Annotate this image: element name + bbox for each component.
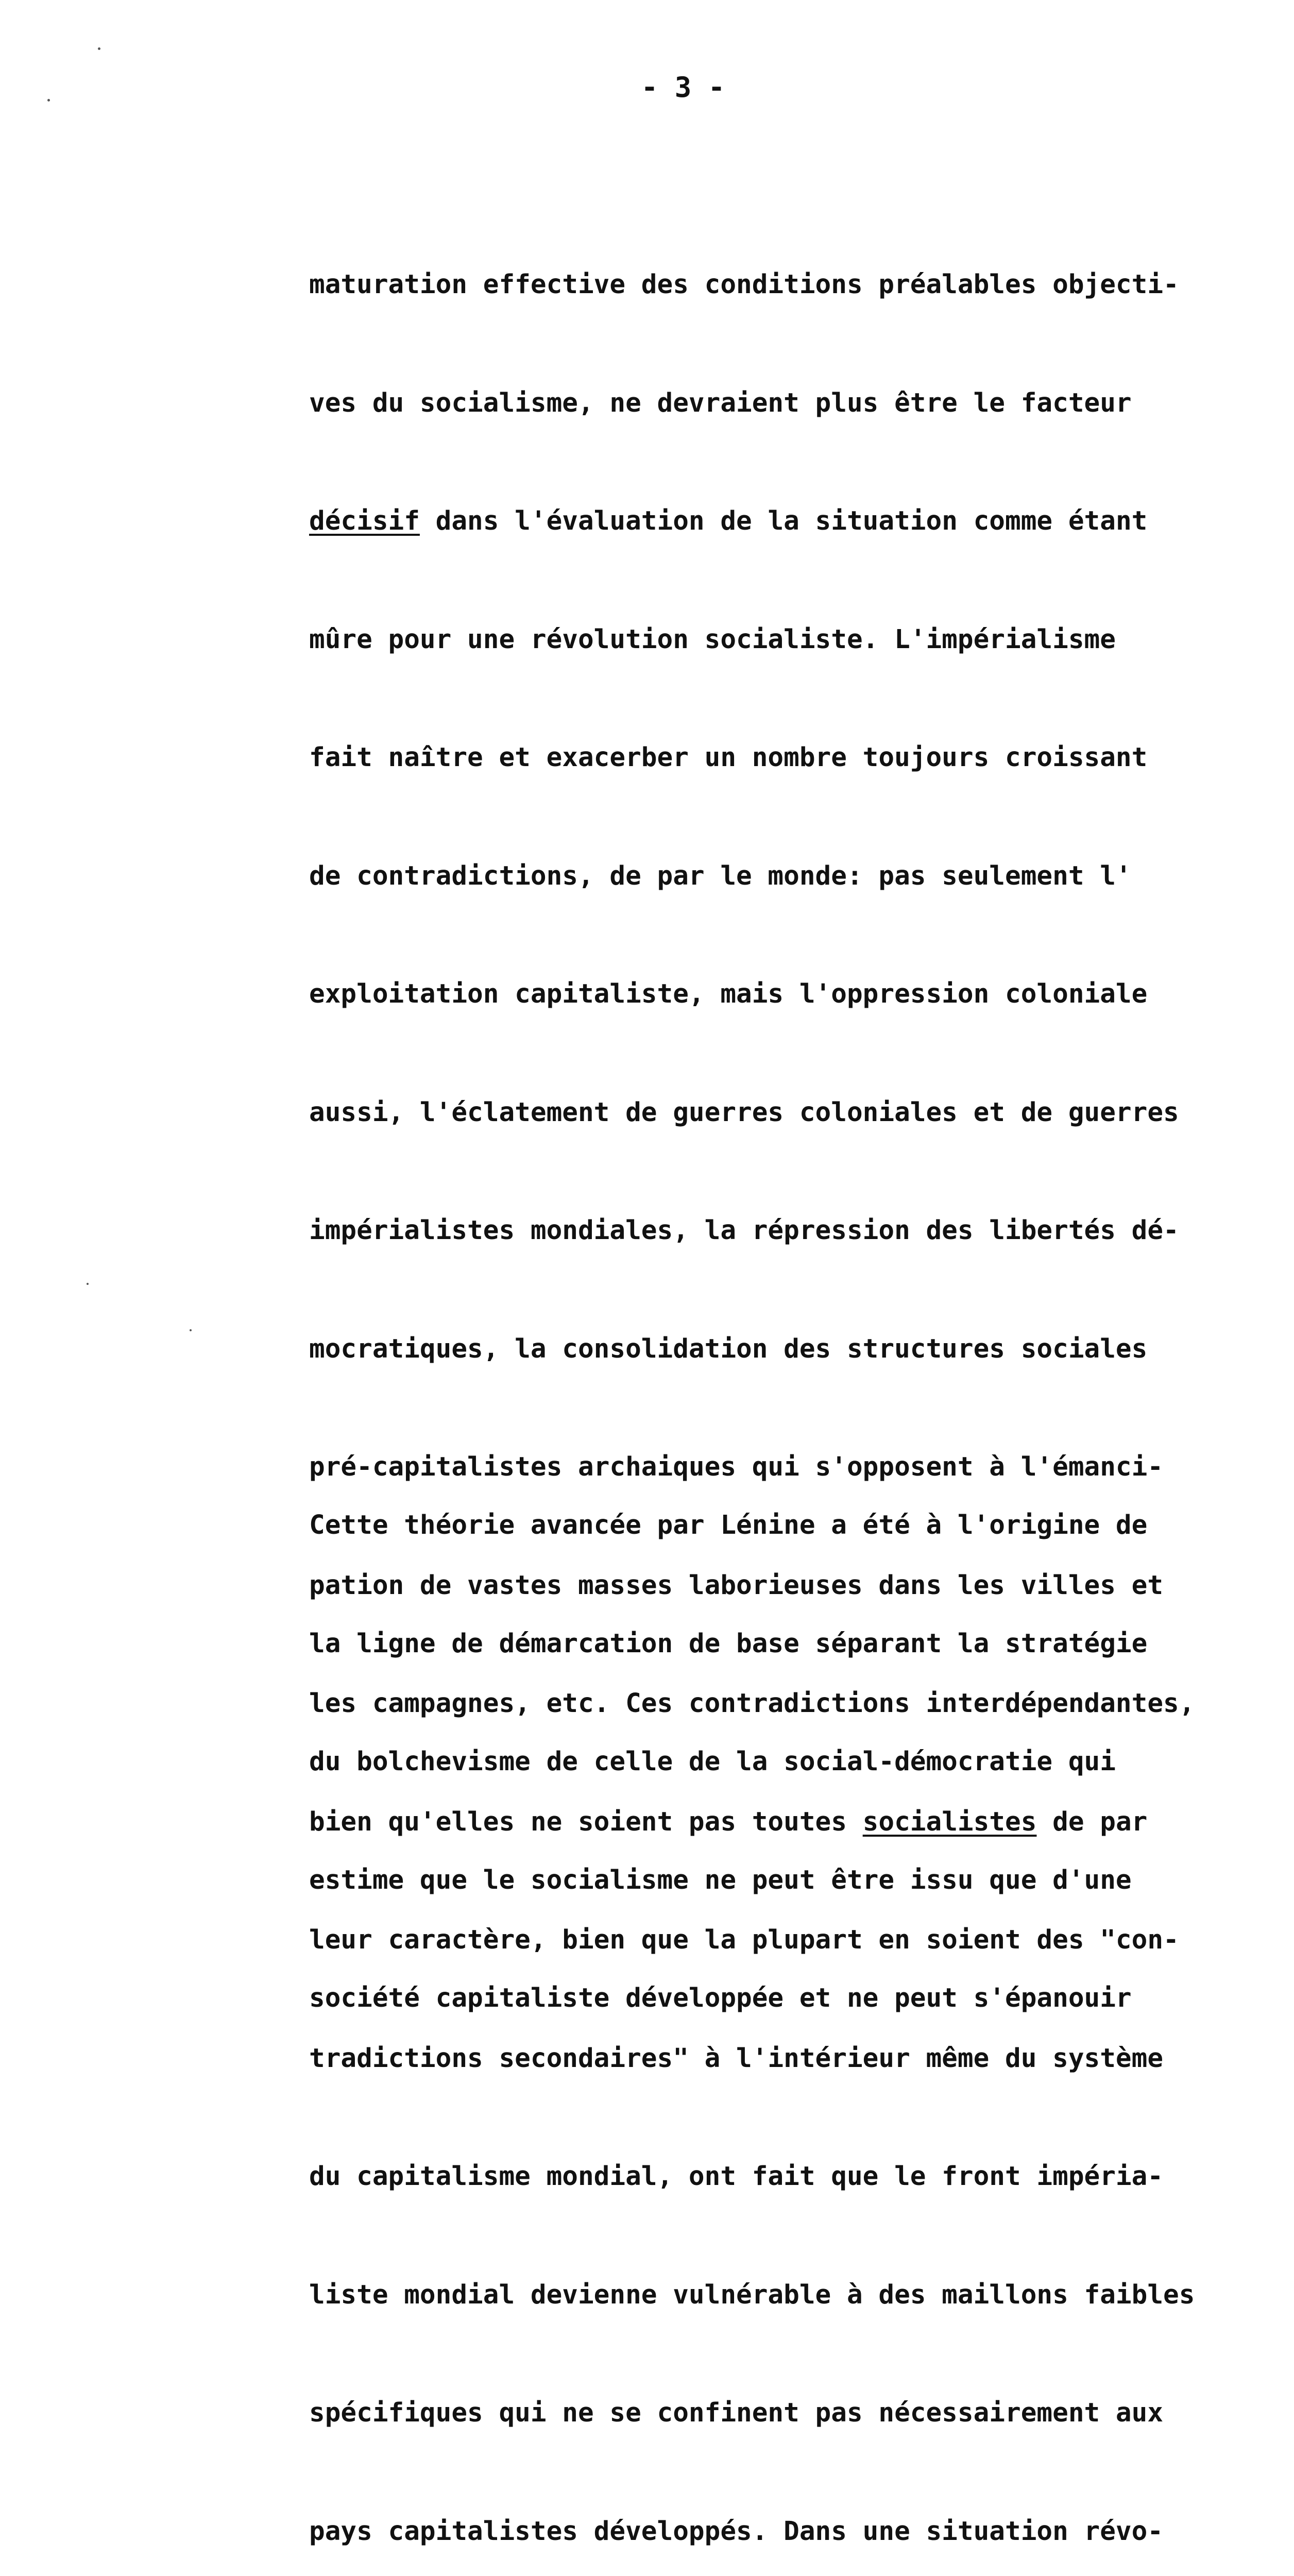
text-line: fait naître et exacerber un nombre toujours croissant — [309, 742, 1148, 773]
text-fragment: bien qu'elles ne soient pas toutes — [309, 1806, 863, 1837]
paragraph-2 — [309, 1427, 1147, 2097]
text-line: pré-capitalistes archaiques qui s'opposent à l'émanci- — [309, 1452, 1164, 1482]
scan-speck — [87, 1283, 89, 1285]
text-fragment: dans l'évaluation de la situation comme étant — [419, 506, 1148, 536]
text-line: du capitalisme mondial, ont fait que le front impéria- — [309, 2161, 1164, 2192]
text-line: pation de vastes masses laborieuses dans les villes et — [309, 1570, 1164, 1601]
text-line: mûre pour une révolution socialiste. L'impérialisme — [309, 624, 1116, 655]
paragraph-1 — [309, 187, 1195, 2576]
text-line: estime que le socialisme ne peut être issu que d'une — [309, 1865, 1132, 1895]
text-line: de contradictions, de par le monde: pas seulement l' — [309, 860, 1132, 891]
text-line: les campagnes, etc. Ces contradictions interdépendantes, — [309, 1688, 1195, 1719]
text-line: maturation effective des conditions préalables objecti- — [309, 269, 1179, 300]
text-fragment: de par — [1036, 1806, 1148, 1837]
underlined-word: décisif — [309, 506, 420, 536]
text-line: Cette théorie avancée par Lénine a été à l'origine de — [309, 1510, 1148, 1540]
scan-speck — [98, 47, 100, 50]
text-line: aussi, l'éclatement de guerres coloniales et de guerres — [309, 1097, 1179, 1128]
text-line: impérialistes mondiales, la répression des libertés dé- — [309, 1215, 1179, 1246]
text-line: la ligne de démarcation de base séparant la stratégie — [309, 1628, 1148, 1659]
underlined-word: socialistes — [862, 1806, 1037, 1837]
scan-speck — [190, 1329, 192, 1331]
text-line — [309, 502, 1195, 541]
text-line: société capitaliste développée et ne peut s'épanouir — [309, 1983, 1132, 2013]
text-line: liste mondial devienne vulnérable à des maillons faibles — [309, 2279, 1195, 2310]
text-line: spécifiques qui ne se confinent pas nécessairement aux — [309, 2398, 1164, 2428]
text-line: pays capitalistes développés. Dans une situation révo- — [309, 2516, 1164, 2547]
page-number: - 3 - — [641, 71, 725, 104]
text-line: ves du socialisme, ne devraient plus être le facteur — [309, 387, 1132, 418]
text-line: tradictions secondaires" à l'intérieur même du système — [309, 2043, 1164, 2074]
text-line: du bolchevisme de celle de la social-démocratie qui — [309, 1747, 1116, 1777]
text-line: mocratiques, la consolidation des structures sociales — [309, 1333, 1148, 1364]
text-line: leur caractère, bien que la plupart en soient des "con- — [309, 1925, 1179, 1955]
text-line: exploitation capitaliste, mais l'oppression coloniale — [309, 979, 1148, 1009]
